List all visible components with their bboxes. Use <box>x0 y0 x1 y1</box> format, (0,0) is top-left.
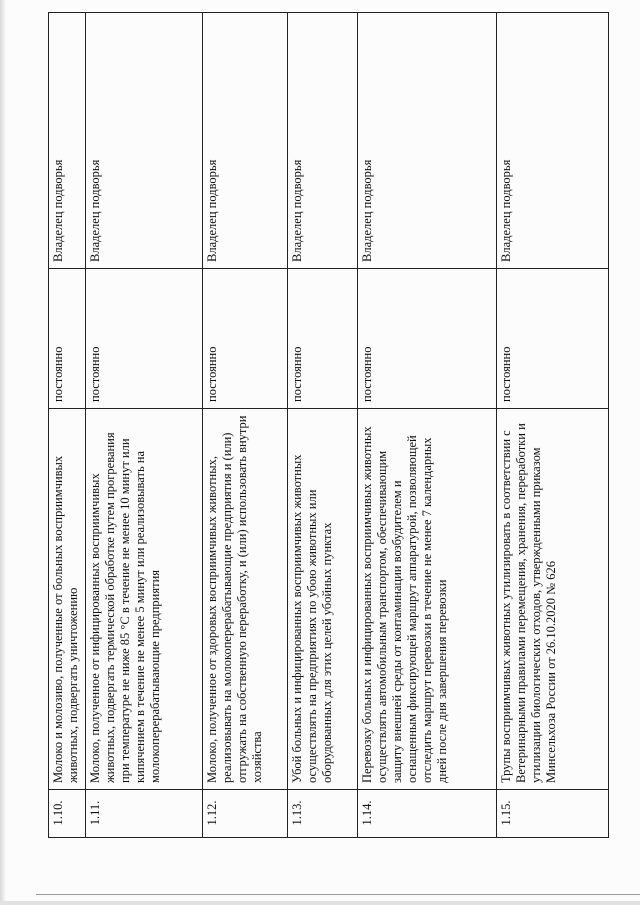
term-cell: постоянно <box>497 269 609 409</box>
measures-table <box>48 12 609 838</box>
table-row <box>86 13 203 838</box>
measure-text: Молоко и молозиво, полученные от больных восприимчивых животных, подвергать уничтожению <box>49 409 86 790</box>
responsible-cell: Владелец подворья <box>497 13 609 269</box>
rotated-table-container <box>48 13 608 838</box>
measure-text: Трупы восприимчивых животных утилизировать в соответствии с Ветеринарными правилами перемещения, хранения, переработки и утилизации биологических отходов, утвержденными приказом Минсельхоза России от 26.10.2020 № 626 <box>497 409 609 790</box>
responsible-cell: Владелец подворья <box>203 13 288 269</box>
table-row <box>203 13 288 838</box>
term-cell: постоянно <box>49 269 86 409</box>
term-cell: постоянно <box>203 269 288 409</box>
row-number: 1.10. <box>49 790 86 838</box>
table-row <box>49 13 86 838</box>
measure-text: Молоко, полученное от инфицированных восприимчивых животных, подвергать термической обработке путем прогревания при температуре не ниже 85 °С в течение не менее 10 минут или кипячением в течение не менее 5 минут или реализовывать на молокоперерабатывающие предприятия <box>86 409 203 790</box>
table-row <box>288 13 358 838</box>
responsible-cell: Владелец подворья <box>358 13 497 269</box>
term-cell: постоянно <box>86 269 203 409</box>
page-edge-shadow <box>0 0 6 905</box>
measure-text: Убой больных и инфицированных восприимчивых животных осуществлять на предприятиях по убою животных или оборудованных для этих целей убойных пунктах <box>288 409 358 790</box>
table-row <box>358 13 497 838</box>
row-number: 1.12. <box>203 790 288 838</box>
table-row <box>497 13 609 838</box>
measure-text: Молоко, полученное от здоровых восприимчивых животных, реализовывать на молокоперерабатывающие предприятия и (или) отгружать на собственную переработку, и (или) использовать внутри хозяйства <box>203 409 288 790</box>
row-number: 1.14. <box>358 790 497 838</box>
responsible-cell: Владелец подворья <box>86 13 203 269</box>
page-bottom-shadow <box>0 901 640 905</box>
responsible-cell: Владелец подворья <box>288 13 358 269</box>
term-cell: постоянно <box>288 269 358 409</box>
term-cell: постоянно <box>358 269 497 409</box>
scan-bottom-edge <box>36 894 640 895</box>
row-number: 1.13. <box>288 790 358 838</box>
responsible-cell: Владелец подворья <box>49 13 86 269</box>
row-number: 1.15. <box>497 790 609 838</box>
row-number: 1.11. <box>86 790 203 838</box>
measure-text: Перевозку больных и инфицированных восприимчивых животных осуществлять автомобильным транспортом, обеспечивающим защиту внешней среды от контаминации возбудителем и оснащенным фиксирующей маршрут аппаратурой, позволяющей отследить маршрут перевозки в течение не менее 7 календарных дней после дня завершения перевозки <box>358 409 497 790</box>
